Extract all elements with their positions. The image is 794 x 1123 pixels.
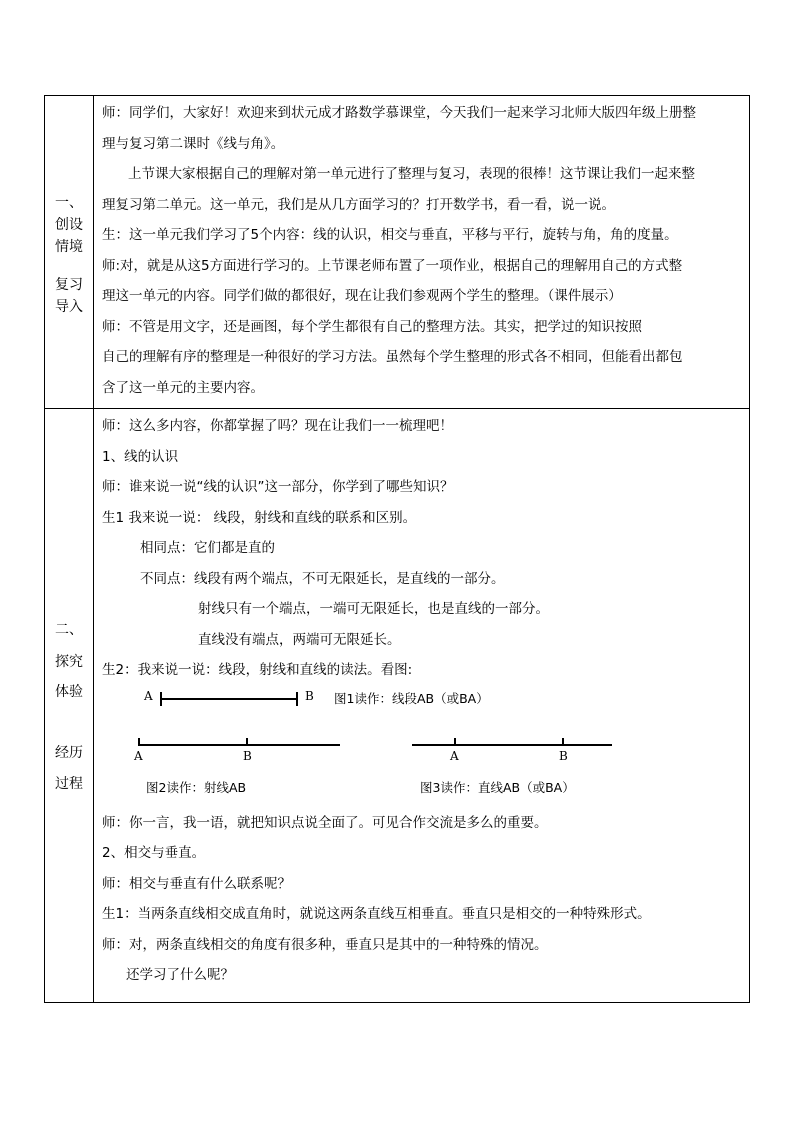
text-line: 自己的理解有序的整理是一种很好的学习方法。虽然每个学生整理的形式各不相同，但能看出都包 — [102, 349, 683, 365]
section-2-content — [94, 409, 750, 1003]
section-row-1 — [45, 96, 750, 409]
text-line: 生1 我来说一说： 线段，射线和直线的联系和区别。 — [102, 509, 417, 526]
text-line: 师：谁来说一说“线的认识”这一部分，你学到了哪些知识？ — [102, 479, 454, 495]
fig1-endpoint-b — [296, 692, 298, 706]
text-line: 生2：我来说一说：线段，射线和直线的读法。看图: — [102, 662, 413, 678]
section-2-label — [45, 409, 94, 1003]
text-line: 射线只有一个端点，一端可无限延长，也是直线的一部分。 — [198, 601, 549, 617]
section-2-label-line: 经历 — [55, 745, 83, 761]
text-line: 师：你一言，我一语，就把知识点说全面了。可见合作交流是多么的重要。 — [102, 814, 548, 831]
fig3-line — [412, 744, 612, 746]
text-line: 上节课大家根据自己的理解对第一单元进行了整理与复习，表现的很棒！这节课让我们一起来整 — [128, 166, 695, 182]
text-line: 不同点：线段有两个端点，不可无限延长，是直线的一部分。 — [140, 570, 505, 587]
section-1-label — [45, 96, 94, 409]
figure-1-segment — [102, 686, 743, 716]
fig2-point-a-label: A — [134, 748, 143, 763]
text-line: 生：这一单元我们学习了5个内容：线的认识，相交与垂直，平移与平行，旋转与角，角的度量。 — [102, 227, 678, 243]
section-2-label-line: 二、 — [55, 622, 83, 638]
fig2-caption: 图2读作：射线AB — [146, 779, 247, 795]
text-line: 师：不管是用文字，还是画图，每个学生都很有自己的整理方法。其实，把学过的知识按照 — [102, 318, 642, 335]
section-1-label-line: 复习 — [55, 277, 83, 293]
text-line: 师:对，就是从这5方面进行学习的。上节课老师布置了一项作业，根据自己的理解用自己的方式整 — [102, 257, 683, 274]
fig3-point-a-label: A — [450, 748, 459, 763]
fig2-ray-line — [138, 744, 340, 746]
section-1-label-line: 导入 — [55, 299, 83, 315]
text-line: 2、相交与垂直。 — [102, 845, 206, 861]
fig3-tick-b — [562, 738, 564, 746]
fig3-caption: 图3读作：直线AB（或BA） — [420, 779, 575, 795]
section-2-label-line: 体验 — [55, 684, 83, 700]
section-1-label-line: 一、 — [55, 195, 83, 211]
fig2-point-b-label: B — [243, 748, 252, 763]
text-line: 师：这么多内容，你都掌握了吗？现在让我们一一梳理吧！ — [102, 418, 453, 434]
lesson-table — [44, 95, 750, 1003]
section-row-2 — [45, 409, 750, 1003]
text-line: 生1：当两条直线相交成直角时，就说这两条直线互相垂直。垂直只是相交的一种特殊形式。 — [102, 906, 651, 922]
fig1-point-a-label: A — [144, 688, 153, 703]
fig1-point-b-label: B — [305, 688, 314, 703]
fig1-segment-line — [160, 698, 298, 700]
text-line: 直线没有端点，两端可无限延长。 — [198, 631, 401, 648]
section-2-label-line: 过程 — [55, 776, 83, 792]
text-line: 师：同学们，大家好！欢迎来到状元成才路数学慕课堂，今天我们一起来学习北师大版四年级上册整 — [102, 105, 696, 121]
text-line: 含了这一单元的主要内容。 — [102, 379, 264, 396]
fig2-tick-b — [246, 738, 248, 746]
fig1-endpoint-a — [160, 692, 162, 706]
fig1-caption: 图1读作：线段AB（或BA） — [334, 690, 489, 706]
figure-2-3-area — [102, 716, 743, 808]
fig3-tick-a — [454, 738, 456, 746]
text-line: 1、线的认识 — [102, 448, 179, 465]
text-line: 师：相交与垂直有什么联系呢？ — [102, 875, 291, 892]
text-line: 理这一单元的内容。同学们做的都很好，现在让我们参观两个学生的整理。（课件展示） — [102, 288, 622, 304]
fig3-point-b-label: B — [559, 748, 568, 763]
section-1-content — [94, 96, 750, 409]
text-line: 还学习了什么呢？ — [126, 967, 234, 983]
text-line: 相同点：它们都是直的 — [140, 540, 275, 556]
text-line: 师：对，两条直线相交的角度有很多种，垂直只是其中的一种特殊的情况。 — [102, 936, 548, 953]
section-2-label-line: 探究 — [55, 654, 83, 670]
section-1-label-line: 情境 — [55, 239, 83, 255]
text-line: 理与复习第二课时《线与角》。 — [102, 135, 285, 152]
fig2-endpoint-a — [138, 738, 140, 746]
text-line: 理复习第二单元。这一单元，我们是从几方面学习的？打开数学书，看一看，说一说。 — [102, 196, 615, 213]
section-1-label-line: 创设 — [55, 217, 83, 233]
